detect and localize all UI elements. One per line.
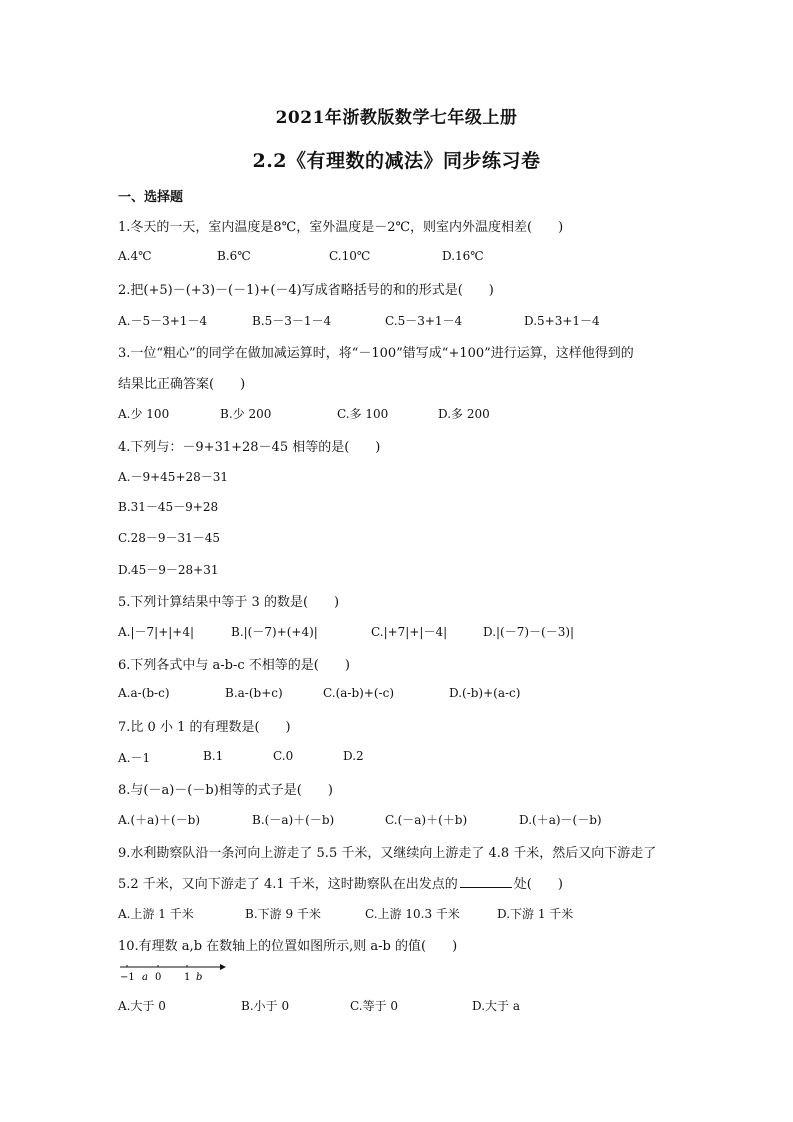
question-5-option-c: C.|+7|+|－4| [371, 625, 448, 639]
question-2-option-a: A.－5－3+1－4 [118, 314, 208, 328]
question-7-option-a: A.－1 [118, 751, 151, 765]
question-2-option-b: B.5－3－1－4 [252, 314, 332, 328]
question-5-option-b: B.|(－7)+(+4)| [231, 625, 318, 639]
question-4-option-b: B.31－45－9+28 [118, 500, 219, 514]
label-b: b [196, 972, 203, 983]
document-subtitle: 2.2《有理数的减法》同步练习卷 [252, 150, 541, 172]
question-1-option-c: C.10℃ [329, 249, 371, 263]
question-3-stem-line2: 结果比正确答案( ) [118, 377, 246, 392]
label-zero: 0 [155, 972, 162, 983]
question-8-option-c: C.(－a)＋(＋b) [385, 813, 468, 827]
question-4-option-c: C.28－9－31－45 [118, 531, 221, 545]
question-3-option-b: B.少 200 [220, 407, 272, 421]
question-4-option-d: D.45－9－28+31 [118, 563, 219, 577]
question-9-stem-line2-text: 5.2 千米，又向下游走了 4.1 千米，这时勘察队在出发点的 [118, 877, 458, 892]
question-6-option-b: B.a-(b+c) [225, 686, 283, 700]
question-2-option-c: C.5－3+1－4 [385, 314, 463, 328]
question-6-option-a: A.a-(b-c) [118, 686, 170, 700]
question-9-option-b: B.下游 9 千米 [245, 907, 321, 921]
question-8-option-a: A.(＋a)＋(－b) [118, 813, 201, 827]
question-7-stem: 7.比 0 小 1 的有理数是( ) [118, 720, 291, 735]
label-neg1: −1 [120, 972, 135, 983]
question-1-stem: 1.冬天的一天，室内温度是8℃，室外温度是－2℃，则室内外温度相差( ) [118, 220, 564, 235]
question-9-option-c: C.上游 10.3 千米 [365, 907, 460, 921]
question-10-stem: 10.有理数 a,b 在数轴上的位置如图所示,则 a-b 的值( ) [118, 939, 458, 954]
question-4-option-a: A.－9+45+28－31 [118, 470, 229, 484]
question-9-stem-line2 [118, 873, 563, 892]
question-7-option-c: C.0 [273, 749, 294, 763]
question-1-option-b: B.6℃ [217, 249, 251, 263]
question-10-option-a: A.大于 0 [118, 999, 166, 1013]
question-6-stem: 6.下列各式中与 a-b-c 不相等的是( ) [118, 658, 350, 673]
question-1-option-d: D.16℃ [442, 249, 484, 263]
section-heading: 一、选择题 [118, 190, 184, 205]
question-5-stem: 5.下列计算结果中等于 3 的数是( ) [118, 595, 340, 610]
question-8-option-b: B.(－a)＋(－b) [252, 813, 335, 827]
question-8-option-d: D.(＋a)－(－b) [519, 813, 602, 827]
label-a: a [142, 972, 148, 983]
question-9-stem-line2-tail: 处( ) [513, 877, 563, 892]
question-6-option-d: D.(-b)+(a-c) [449, 686, 521, 700]
question-3-stem-line1: 3.一位“粗心”的同学在做加减运算时，将“－100”错写成“+100”进行运算，这样他得到的 [118, 346, 634, 361]
question-9-option-a: A.上游 1 千米 [118, 907, 194, 921]
question-3-option-d: D.多 200 [438, 407, 490, 421]
answer-blank [460, 875, 512, 888]
question-5-option-a: A.|－7|+|+4| [118, 625, 195, 639]
question-3-option-a: A.少 100 [118, 407, 170, 421]
question-10-option-c: C.等于 0 [350, 999, 399, 1013]
question-10-option-b: B.小于 0 [241, 999, 290, 1013]
question-6-option-c: C.(a-b)+(-c) [323, 686, 395, 700]
question-4-stem: 4.下列与：－9+31+28－45 相等的是( ) [118, 440, 381, 455]
number-line-arrow [220, 964, 226, 970]
question-9-option-d: D.下游 1 千米 [497, 907, 574, 921]
question-2-stem: 2.把(+5)－(+3)－(－1)+(－4)写成省略括号的和的形式是( ) [118, 283, 494, 298]
question-1-option-a: A.4℃ [118, 249, 152, 263]
question-2-option-d: D.5+3+1－4 [524, 314, 600, 328]
question-5-option-d: D.|(－7)－(－3)| [483, 625, 575, 639]
question-8-stem: 8.与(－a)－(－b)相等的式子是( ) [118, 783, 333, 798]
label-one: 1 [184, 972, 191, 983]
question-10-option-d: D.大于 a [472, 999, 520, 1013]
number-line-figure [118, 962, 228, 984]
question-3-option-c: C.多 100 [337, 407, 389, 421]
document-title: 2021年浙教版数学七年级上册 [275, 108, 518, 128]
question-7-option-b: B.1 [203, 749, 224, 763]
question-7-option-d: D.2 [343, 749, 364, 763]
question-9-stem-line1: 9.水利勘察队沿一条河向上游走了 5.5 千米，又继续向上游走了 4.8 千米，然后又向下游走了 [118, 846, 657, 861]
